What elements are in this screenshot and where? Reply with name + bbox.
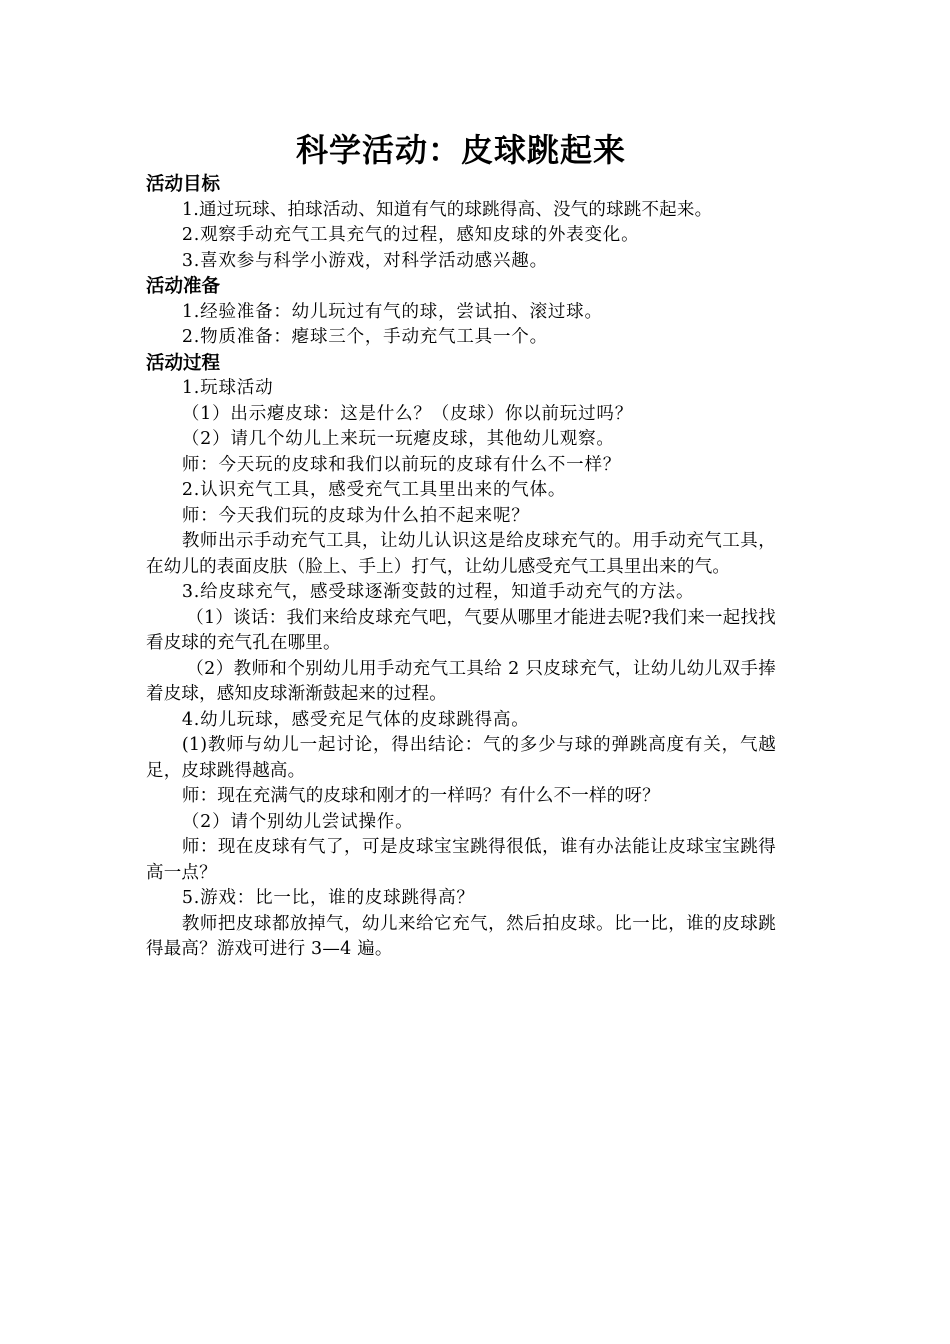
process-step-4-item-1: (1)教师与幼儿一起讨论，得出结论：气的多少与球的弹跳高度有关，气越足，皮球跳得越高。 [146, 735, 776, 781]
process-step-2: 2.认识充气工具，感受充气工具里出来的气体。 [181, 480, 567, 500]
process-step-3-item-1: （1）谈话：我们来给皮球充气吧，气要从哪里才能进去呢?我们来一起找找看皮球的充气孔在哪里。 [146, 607, 776, 653]
process-step-4-teacher-prompt: 师：现在皮球有气了，可是皮球宝宝跳得很低，谁有办法能让皮球宝宝跳得高一点？ [146, 837, 776, 883]
section-heading-preparation: 活动准备 [146, 276, 221, 297]
section-heading-process: 活动过程 [146, 352, 221, 374]
section-process [146, 351, 776, 963]
goal-paragraph-3: 3.喜欢参与科学小游戏，对科学活动感兴趣。 [181, 250, 548, 271]
process-step-3-item-2: （2）教师和个别幼儿用手动充气工具给 2 只皮球充气，让幼儿幼儿双手捧着皮球，感知皮球渐渐鼓起来的过程。 [146, 658, 776, 704]
document-body [146, 172, 776, 963]
preparation-paragraph-2: 2.物质准备：瘪球三个，手动充气工具一个。 [181, 327, 548, 347]
process-step-5-description: 教师把皮球都放掉气，幼儿来给它充气，然后拍皮球。比一比，谁的皮球跳得最高？游戏可进行 3—4 遍。 [146, 913, 776, 959]
page-title: 科学活动：皮球跳起来 [295, 131, 626, 169]
preparation-paragraph-1: 1.经验准备：幼儿玩过有气的球，尝试拍、滚过球。 [181, 301, 603, 322]
goal-paragraph-1: 1.通过玩球、拍球活动、知道有气的球跳得高、没气的球跳不起来。 [181, 199, 713, 220]
section-preparation [146, 274, 776, 351]
process-step-3: 3.给皮球充气，感受球逐渐变鼓的过程，知道手动充气的方法。 [181, 582, 695, 602]
process-step-2-description: 教师出示手动充气工具，让幼儿认识这是给皮球充气的。用手动充气工具，在幼儿的表面皮肤（脸上、手上）打气，让幼儿感受充气工具里出来的气。 [146, 531, 776, 577]
section-heading-goals: 活动目标 [146, 174, 221, 195]
section-goals [146, 172, 776, 274]
process-step-4: 4.幼儿玩球，感受充足气体的皮球跳得高。 [181, 709, 530, 730]
process-step-5: 5.游戏：比一比，谁的皮球跳得高？ [181, 888, 475, 908]
process-step-4-item-2: （2）请个别幼儿尝试操作。 [181, 811, 414, 832]
process-step-1-item-1: （1）出示瘪皮球：这是什么？（皮球）你以前玩过吗？ [181, 403, 634, 424]
process-step-1-item-2: （2）请几个幼儿上来玩一玩瘪皮球，其他幼儿观察。 [181, 429, 615, 449]
process-step-1: 1.玩球活动 [181, 378, 274, 398]
process-step-1-teacher-question: 师：今天玩的皮球和我们以前玩的皮球有什么不一样？ [181, 454, 622, 475]
process-step-2-teacher-question: 师：今天我们玩的皮球为什么拍不起来呢？ [181, 505, 530, 526]
process-step-4-teacher-question: 师：现在充满气的皮球和刚才的一样吗？有什么不一样的呀？ [181, 786, 660, 806]
goal-paragraph-2: 2.观察手动充气工具充气的过程，感知皮球的外表变化。 [181, 225, 640, 245]
